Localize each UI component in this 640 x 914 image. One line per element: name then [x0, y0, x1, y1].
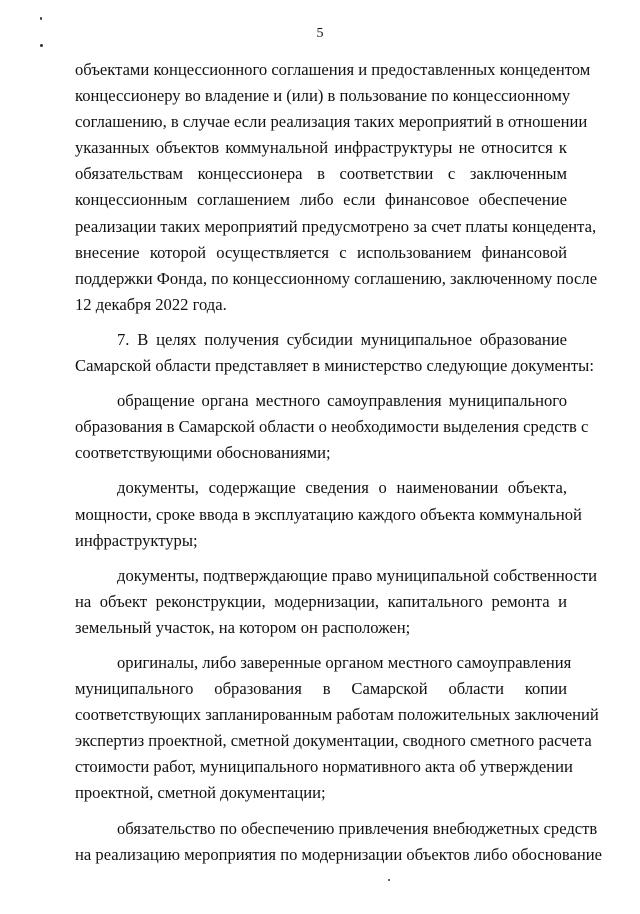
text-line: документы, содержащие сведения о наименовании объекта, — [117, 478, 567, 498]
text-line: обязательствам концессионера в соответствии с заключенным — [75, 164, 567, 184]
scan-speck — [388, 879, 390, 881]
text-line: экспертиз проектной, сметной документации, сводного сметного расчета — [75, 731, 592, 751]
text-line: Самарской области представляет в министерство следующие документы: — [75, 356, 594, 376]
text-line: образования в Самарской области о необходимости выделения средств с — [75, 417, 589, 437]
text-line: обращение органа местного самоуправления муниципального — [117, 391, 567, 411]
document-body — [75, 57, 603, 868]
paragraph — [75, 475, 582, 553]
text-line: объектами концессионного соглашения и предоставленных концедентом — [75, 60, 591, 79]
text-line: документы, подтверждающие право муниципальной собственности — [117, 565, 597, 585]
paragraph — [75, 563, 597, 641]
page-number: 5 — [316, 26, 324, 41]
text-line: соглашению, в случае если реализация таких мероприятий в отношении — [75, 112, 588, 132]
paragraph — [75, 57, 598, 318]
text-line: обязательство по обеспечению привлечения внебюджетных средств — [117, 818, 598, 838]
text-line: соответствующих запланированным работам положительных заключений — [75, 705, 599, 725]
text-line: мощности, сроке ввода в эксплуатацию каждого объекта коммунальной — [75, 504, 582, 524]
scan-speck — [40, 17, 42, 20]
text-line: концессионным соглашением либо если финансовое обеспечение — [75, 190, 567, 210]
text-line: на объект реконструкции, модернизации, капитального ремонта и — [75, 591, 567, 611]
text-line: 12 декабря 2022 года. — [75, 294, 227, 314]
text-line: 7. В целях получения субсидии муниципальное образование — [117, 329, 567, 349]
paragraph — [75, 327, 594, 379]
text-line: стоимости работ, муниципального нормативного акта об утверждении — [75, 757, 573, 777]
text-line: проектной, сметной документации; — [75, 783, 326, 803]
text-line: указанных объектов коммунальной инфраструктуры не относится к — [75, 138, 567, 158]
paragraph — [75, 650, 599, 807]
text-line: земельный участок, на котором он расположен; — [75, 617, 411, 637]
scan-speck — [40, 44, 43, 47]
text-line: реализации таких мероприятий предусмотрено за счет платы концедента, — [75, 216, 597, 236]
text-line: соответствующими обоснованиями; — [75, 443, 331, 463]
text-line: на реализацию мероприятия по модернизации объектов либо обоснование — [75, 844, 603, 864]
text-line: муниципального образования в Самарской области копии — [75, 679, 567, 699]
text-line: оригиналы, либо заверенные органом местного самоуправления — [117, 652, 572, 672]
text-line: внесение которой осуществляется с использованием финансовой — [75, 242, 567, 262]
text-line: инфраструктуры; — [75, 530, 198, 550]
text-line: концессионеру во владение и (или) в пользование по концессионному — [75, 86, 571, 106]
paragraph — [75, 388, 589, 466]
text-line: поддержки Фонда, по концессионному соглашению, заключенному после — [75, 268, 598, 288]
paragraph — [75, 816, 603, 868]
